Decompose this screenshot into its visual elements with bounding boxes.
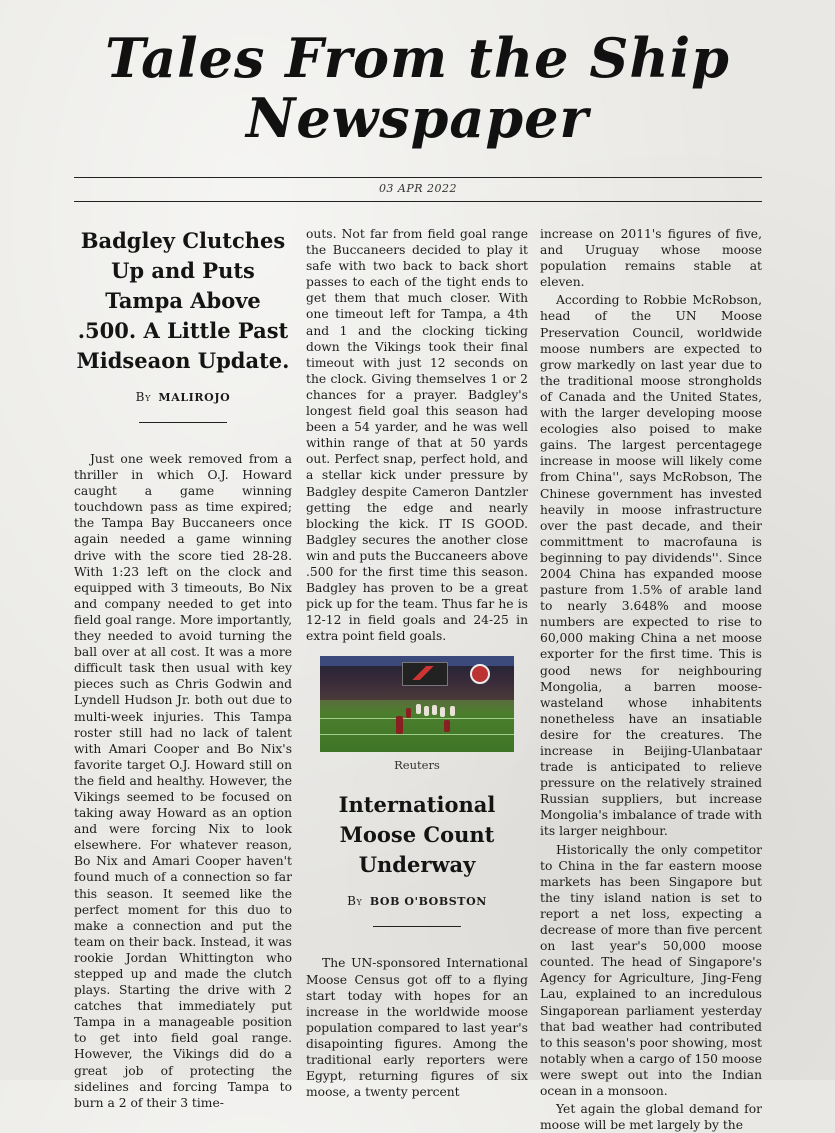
photo-yard-line — [320, 734, 514, 735]
photo-yard-line — [320, 718, 514, 719]
photo-player-kicker — [396, 716, 403, 734]
photo-player — [406, 708, 411, 718]
photo-player — [432, 705, 437, 715]
column-3 — [540, 226, 762, 1133]
article-1-by-label: By — [135, 390, 151, 404]
article-2-by-label: By — [347, 894, 363, 909]
article-2-byline — [306, 894, 528, 908]
bottom-rule — [74, 201, 762, 202]
article-2-text-col3-p2: According to Robbie McRobson, head of the UN Moose Preservation Council, worldwide moose numbers are expected to grow markedly on last year due to the traditional moose strongholds of Canada and the United States, with the larger developing moose ecologies also poised to make gains. The largest percentagege increase in moose will likely come from China'', says McRobson, The Chinese government has invested heavily in moose infrastructure over the past decade, and their committment to macrofauna is beginning to pay dividends''. Since 2004 China has expanded moose pasture from 1.5% of arable land to nearly 3.648% and moose numbers are expected to rise to 60,000 making China a net moose exporter for the first time. This is good news for neighbouring Mongolia, a barren moose-wasteland whose inhabitents nonetheless have an insatiable desire for the creatures. The increase in Beijing-Ulanbataar trade is anticipated to relieve pressure on the relatively strained Russian suppliers, but increase Mongolia's imbalance of trade with its larger neighbour. — [540, 293, 762, 839]
article-1-byline — [74, 390, 292, 404]
article-2-divider — [373, 926, 461, 927]
article-2-text-col3-p4: Yet again the global demand for moose will be met largely by the — [540, 1102, 762, 1133]
masthead — [0, 28, 835, 148]
masthead-line-1: Tales From the Ship — [105, 26, 730, 90]
photo-player — [444, 720, 450, 732]
article-1-text-col1: Just one week removed from a thriller in which O.J. Howard caught a game winning touchdown pass as time expired; the Tampa Bay Buccaneers once again needed a game winning drive with the score tied 28-28. With 1:23 left on the clock and equipped with 3 timeouts, Bo Nix and company needed to get into field goal range. More importantly, they needed to avoid turning the ball over at all cost. It was a more difficult task then usual with key pieces such as Chris Godwin and Lyndell Hudson Jr. both out due to multi-week injuries. This Tampa roster still had no lack of talent with Amari Cooper and Bo Nix's favorite target O.J. Howard still on the field and healthy. However, the Vikings seemed to be focused on taking away Howard as an option and were forcing Nix to look elsewhere. For whatever reason, Bo Nix and Amari Cooper haven't found much of a connection so far this season. It seemed like the perfect moment for this duo to make a connection and put the team on their back. Instead, it was rookie Jordan Whittington who stepped up and made the clutch plays. Starting the drive with 2 catches that immediately put Tampa in a manageable position to get into field goal range. However, the Vikings did do a great job of protecting the sidelines and forcing Tampa to burn a 2 of their 3 time- — [74, 452, 292, 1110]
article-2-text-col2: The UN-sponsored International Moose Census got off to a flying start today with hopes for an increase in the worldwide moose population compared to last year's disapointing figures. Among the traditional early reporters were Egypt, returning figures of six moose, a twenty percent — [306, 956, 528, 1100]
article-1-divider — [139, 422, 227, 423]
article-2-headline: International Moose Count Underway — [338, 792, 496, 878]
top-rule — [74, 177, 762, 178]
dateline: 03 APR 2022 — [378, 182, 458, 195]
photo-player — [440, 707, 445, 717]
photo-scoreboard-logo — [412, 666, 434, 680]
article-2-text-col3-p1: increase on 2011's figures of five, and Uruguay whose moose population remains stable at eleven. — [540, 227, 762, 290]
article-1-author: MALIROJO — [158, 391, 231, 404]
article-1-headline: Badgley Clutches Up and Puts Tampa Above .500. A Little Past Midseaon Update. — [76, 228, 290, 373]
column-1 — [74, 226, 292, 1111]
photo-player — [424, 706, 429, 716]
photo-player — [450, 706, 455, 716]
masthead-line-2: Newspaper — [246, 86, 589, 150]
article-1-text-col2: outs. Not far from field goal range the Buccaneers decided to play it safe with two back to back short passes to each of the tight ends to get them that much closer. With one timeout left for Tampa, a 4th and 1 and the clocking ticking down the Vikings took their final timeout with just 12 seconds on the clock. Giving themselves 1 or 2 chances for a prayer. Badgley's longest field goal this season had been a 54 yarder, and he was well within range of that at 50 yards out. Perfect snap, perfect hold, and a stellar kick under pressure by Badgley despite Cameron Dantzler getting the edge and nearly blocking the kick. IT IS GOOD. Badgley secures the another close win and puts the Buccaneers above .500 for the first time this season. Badgley has proven to be a great pick up for the team. Thus far he is 12-12 in field goals and 24-25 in extra point field goals. — [306, 227, 528, 644]
photo-caption: Reuters — [394, 758, 440, 773]
football-game-photo — [320, 656, 514, 752]
column-2 — [306, 226, 528, 1100]
article-2-author: BOB O'BOBSTON — [369, 895, 487, 909]
article-2-text-col3-p3: Historically the only competitor to China in the far eastern moose markets has been Singapore but the tiny island nation is set to report a net loss, expecting a decrease of more than five percent on last year's 50,000 moose counted. The head of Singapore's Agency for Agriculture, Jing-Feng Lau, explained to an incredulous Singaporean parliament yesterday that bad weather had contributed to this season's poor showing, most notably when a cargo of 150 moose were swept out into the Indian ocean in a monsoon. — [540, 842, 762, 1098]
photo-player — [416, 704, 421, 714]
